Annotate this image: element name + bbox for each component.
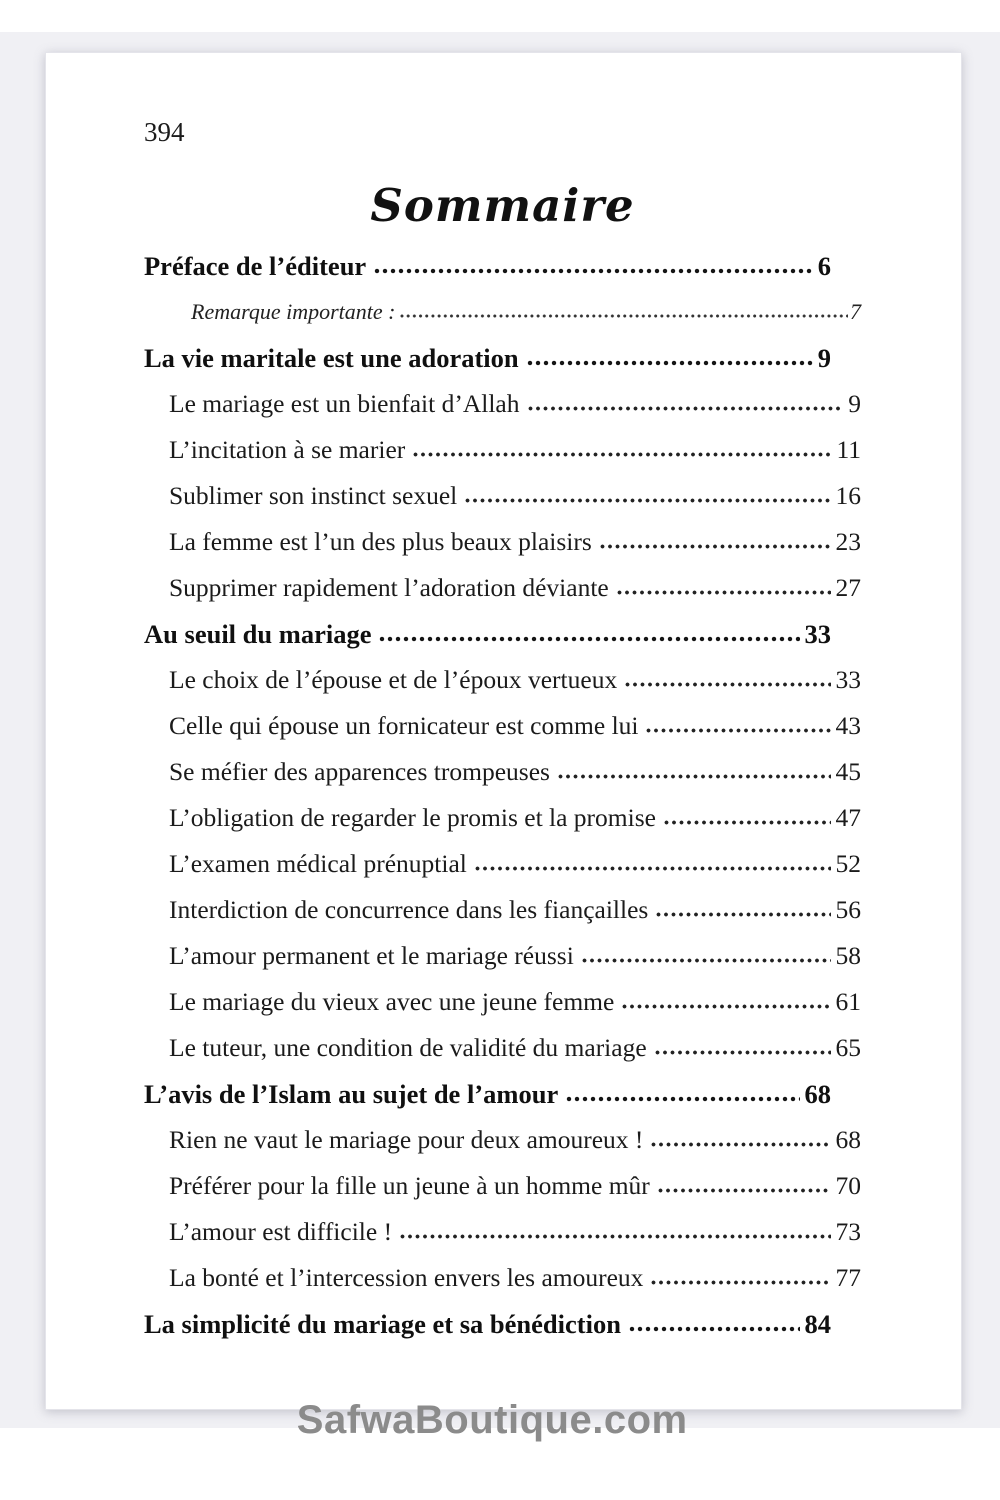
dot-leader — [413, 451, 831, 458]
toc-entry-page: 33 — [804, 619, 831, 649]
dot-leader — [582, 957, 831, 964]
toc-entry — [144, 1025, 861, 1071]
toc-entry-page: 68 — [804, 1079, 831, 1109]
dot-leader — [600, 543, 831, 550]
toc-entry — [144, 979, 861, 1025]
toc-entry-label: La bonté et l’intercession envers les amoureux — [169, 1263, 644, 1292]
toc-entry-label: L’incitation à se marier — [169, 435, 406, 464]
toc-entry-page: 70 — [835, 1171, 861, 1200]
toc-entry — [144, 243, 861, 289]
toc-entry — [144, 841, 861, 887]
dot-leader — [651, 1279, 830, 1286]
toc-entry-label: Celle qui épouse un fornicateur est comme lui — [169, 711, 639, 740]
toc-list — [144, 243, 861, 1347]
toc-entry-page: 16 — [835, 481, 861, 510]
toc-entry-page: 84 — [804, 1309, 831, 1339]
dot-leader — [651, 1141, 830, 1148]
book-page-number: 394 — [144, 117, 185, 147]
dot-leader — [646, 727, 830, 734]
toc-entry-label: L’amour est difficile ! — [169, 1217, 393, 1246]
toc-entry — [144, 565, 861, 611]
toc-entry-page: 68 — [835, 1125, 861, 1154]
toc-entry-page: 11 — [836, 435, 861, 464]
toc-entry — [144, 519, 861, 565]
toc-entry-page: 43 — [835, 711, 861, 740]
toc-entry — [144, 335, 861, 381]
toc-entry-page: 45 — [835, 757, 861, 786]
toc-entry — [144, 657, 861, 703]
dot-leader — [566, 1095, 799, 1103]
toc-entry-label: Supprimer rapidement l’adoration déviante — [169, 573, 609, 602]
dot-leader — [400, 1233, 830, 1240]
toc-entry-page: 77 — [835, 1263, 861, 1292]
toc-entry-label: Le mariage du vieux avec une jeune femme — [169, 987, 615, 1016]
toc-entry — [144, 1255, 861, 1301]
toc-entry-page: 65 — [835, 1033, 861, 1062]
dot-leader — [379, 635, 799, 643]
toc-entry-page: 9 — [848, 389, 861, 418]
toc-entry — [144, 289, 861, 335]
toc-entry — [144, 1071, 861, 1117]
toc-entry-label: Le tuteur, une condition de validité du mariage — [169, 1033, 647, 1062]
toc-entry-page: 61 — [835, 987, 861, 1016]
dot-leader — [622, 1003, 830, 1010]
toc-entry-page: 7 — [850, 299, 861, 324]
toc-entry — [144, 887, 861, 933]
toc-entry-label: Préface de l’éditeur — [144, 251, 367, 281]
dot-leader — [656, 911, 830, 918]
page-title: Sommaire — [370, 179, 635, 232]
toc-entry-label: Interdiction de concurrence dans les fiançailles — [169, 895, 649, 924]
toc-entry-label: Le choix de l’épouse et de l’époux vertueux — [169, 665, 618, 694]
toc-entry-page: 6 — [817, 251, 831, 281]
dot-leader — [658, 1187, 831, 1194]
toc-entry-page: 23 — [835, 527, 861, 556]
toc-entry-label: L’amour permanent et le mariage réussi — [169, 941, 574, 970]
toc-entry-label: Rien ne vaut le mariage pour deux amoureux ! — [169, 1125, 644, 1154]
toc-entry-label: L’avis de l’Islam au sujet de l’amour — [144, 1079, 559, 1109]
dot-leader — [400, 313, 848, 319]
toc-entry — [144, 749, 861, 795]
toc-entry — [144, 381, 861, 427]
dot-leader — [655, 1049, 831, 1056]
toc-entry-label: La femme est l’un des plus beaux plaisirs — [169, 527, 592, 556]
dot-leader — [465, 497, 830, 504]
dot-leader — [374, 267, 813, 275]
toc-entry — [144, 1117, 861, 1163]
toc-entry-page: 27 — [835, 573, 861, 602]
toc-entry-page: 56 — [835, 895, 861, 924]
dot-leader — [664, 819, 831, 826]
dot-leader — [629, 1325, 800, 1333]
toc-entry — [144, 933, 861, 979]
toc-entry-label: La vie maritale est une adoration — [144, 343, 519, 373]
toc-entry — [144, 611, 861, 657]
watermark: SafwaBoutique.com — [296, 1398, 688, 1442]
dot-leader — [558, 773, 831, 780]
toc-entry-page: 73 — [835, 1217, 861, 1246]
toc-entry — [144, 703, 861, 749]
toc-entry-label: Préférer pour la fille un jeune à un homme mûr — [169, 1171, 650, 1200]
toc-entry-label: Se méfier des apparences trompeuses — [169, 757, 550, 786]
toc-entry-label: Le mariage est un bienfait d’Allah — [169, 389, 520, 418]
book-page — [45, 52, 962, 1410]
toc-entry-label: Au seuil du mariage — [144, 619, 372, 649]
toc-entry-label: Remarque importante : — [191, 299, 396, 324]
toc-entry — [144, 1163, 861, 1209]
toc-entry-page: 9 — [817, 343, 831, 373]
toc-entry-page: 58 — [835, 941, 861, 970]
toc-entry — [144, 1301, 861, 1347]
toc-entry — [144, 427, 861, 473]
toc-entry-page: 47 — [835, 803, 861, 832]
dot-leader — [475, 865, 831, 872]
toc-entry-label: L’examen médical prénuptial — [169, 849, 467, 878]
toc-entry-page: 52 — [835, 849, 861, 878]
toc-entry-page: 33 — [835, 665, 861, 694]
dot-leader — [625, 681, 830, 688]
toc-entry-label: La simplicité du mariage et sa bénédiction — [144, 1309, 621, 1339]
dot-leader — [527, 359, 813, 367]
toc-entry — [144, 1209, 861, 1255]
toc-entry-label: L’obligation de regarder le promis et la promise — [169, 803, 656, 832]
toc-entry — [144, 473, 861, 519]
toc-entry-label: Sublimer son instinct sexuel — [169, 481, 458, 510]
toc-entry — [144, 795, 861, 841]
dot-leader — [617, 589, 831, 596]
dot-leader — [528, 405, 844, 412]
